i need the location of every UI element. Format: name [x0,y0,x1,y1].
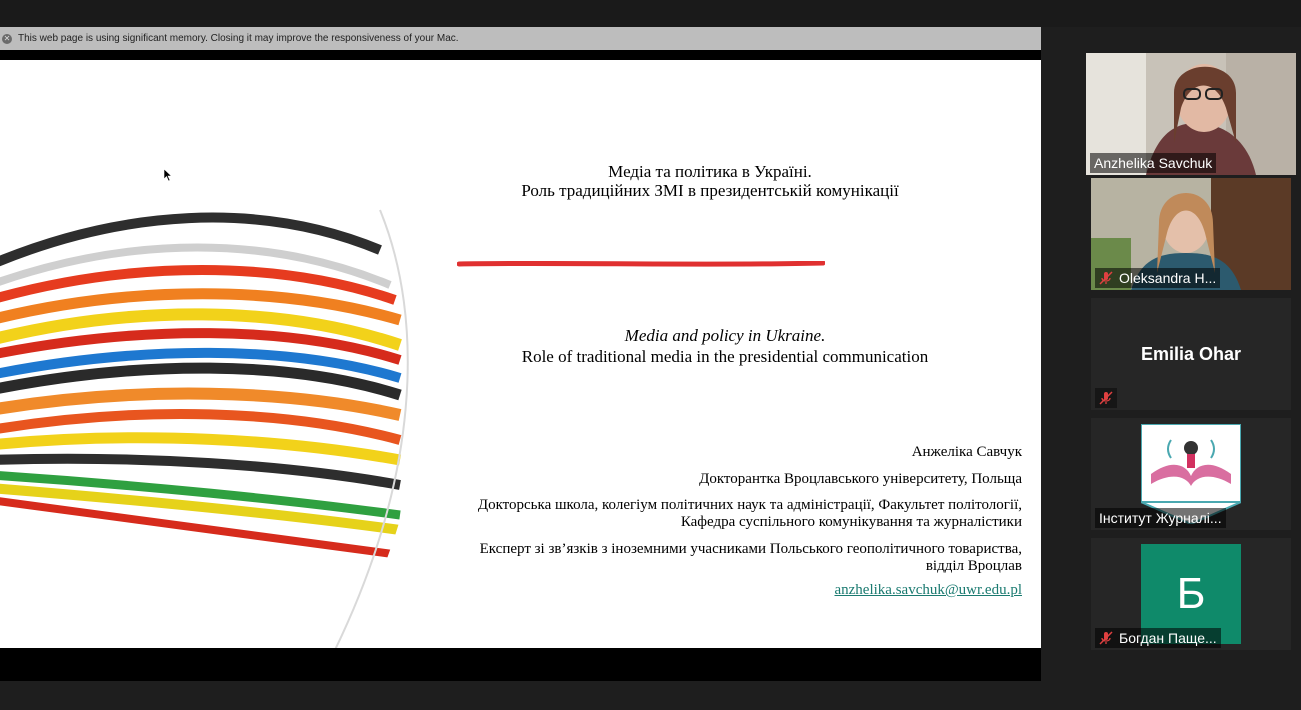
slide-title-english [420,325,1030,367]
top-bar [0,0,1301,27]
email-link[interactable]: anzhelika.savchuk@uwr.edu.pl [834,582,1022,598]
slide-title-ukrainian [420,162,1000,200]
memory-warning-bar [0,27,1041,50]
mic-muted-icon [1099,271,1113,285]
participant-name-tag: Anzhelika Savchuk [1090,153,1216,173]
participant-name-tag [1095,388,1117,408]
participant-display-name: Emilia Ohar [1140,343,1242,364]
participant-tile-bohdan[interactable] [1091,538,1291,650]
title-en-line1: Media and policy in Ukraine. [624,326,826,345]
memory-warning-text: This web page is using significant memory. Closing it may improve the responsiveness of your Mac. [18,33,459,44]
avatar: Б [1141,544,1241,644]
participant-name-tag: Oleksandra H... [1095,268,1220,288]
screen-share-area [0,27,1041,681]
affiliation: Докторантка Вроцлавського університету, Польща [699,471,1022,487]
school-info: Докторська школа, колегіум політичних наук та адміністрації, Факультет політології, Кафедра суспільного комунікування та журналістики [477,497,1022,530]
participant-name-tag: Богдан Паще... [1095,628,1221,648]
participant-tile-institute[interactable] [1091,418,1291,530]
participant-tile-emilia[interactable] [1091,298,1291,410]
mic-muted-icon [1099,391,1113,405]
participant-tile-oleksandra[interactable] [1091,178,1291,290]
participant-name-tag: Інститут Журналі... [1095,508,1226,528]
red-divider [457,261,825,267]
title-ua-line2: Роль традиційних ЗМІ в президентській комунікації [521,181,899,200]
expert-info: Експерт зі зв’язків з іноземними учасниками Польського геополітичного товариства, відділ Вроцлав [479,541,1022,574]
participant-tile-anzhelika[interactable] [1086,53,1296,175]
title-ua-line1: Медіа та політика в Україні. [608,162,812,181]
mic-muted-icon [1099,631,1113,645]
author-name: Анжеліка Савчук [911,444,1022,460]
mouse-cursor-icon [164,169,172,181]
presentation-slide [0,60,1041,648]
close-circle-icon[interactable]: ✕ [3,33,11,43]
title-en-line2: Role of traditional media in the presidential communication [521,347,929,366]
cables-image [0,60,420,648]
